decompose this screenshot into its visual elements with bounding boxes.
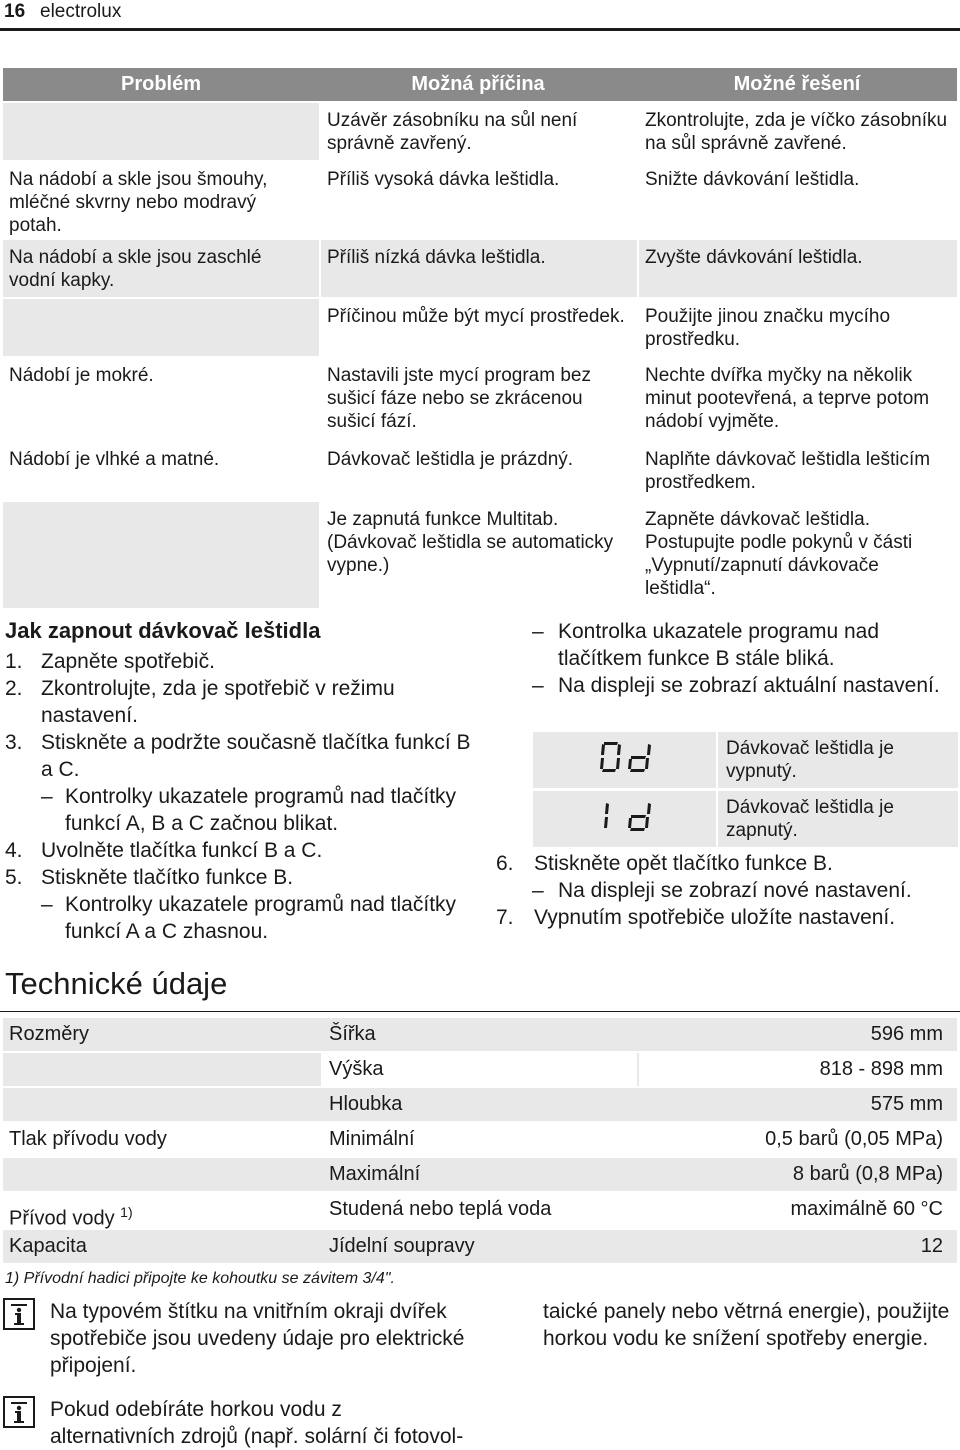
table-row	[3, 240, 957, 297]
step-substep	[496, 877, 958, 904]
display-row	[533, 791, 958, 847]
cell-problem: Nádobí je vlhké a matné.	[3, 442, 319, 500]
step-text: Kontrolky ukazatele programů nad tlačítky funkcí A a C zhasnou.	[65, 893, 457, 943]
table-row	[3, 1230, 957, 1263]
cell-cause: Uzávěr zásobníku na sůl není správně zavřený.	[321, 103, 637, 160]
table-header	[3, 68, 957, 101]
step-text: Na displeji se zobrazí aktuální nastavení.	[558, 674, 940, 697]
display-description: Dávkovač leštidla je vypnutý.	[718, 732, 958, 788]
info-icon	[3, 1396, 35, 1428]
table-row	[3, 442, 957, 500]
spec-value: maximálně 60 °C	[790, 1198, 943, 1220]
info-icon	[3, 1298, 35, 1330]
step-substep	[5, 891, 475, 945]
spec-sub: Jídelní soupravy	[329, 1235, 475, 1257]
dash-mark: –	[532, 620, 544, 643]
table-row	[3, 103, 957, 160]
display-row	[533, 732, 958, 788]
seven-segment-0d-icon	[598, 740, 652, 774]
step-number: 5.	[5, 866, 23, 889]
spec-sub: Minimální	[329, 1128, 415, 1150]
spec-key: Rozměry	[9, 1023, 90, 1045]
cell-problem	[3, 103, 319, 160]
spec-value: 818 - 898 mm	[639, 1053, 957, 1086]
info-note-electrical: Na typovém štítku na vnitřním okraji dvířek spotřebiče jsou uvedeny údaje pro elektrické připojení.	[50, 1300, 465, 1377]
spec-key: Kapacita	[9, 1235, 87, 1257]
table-row	[3, 162, 957, 238]
table-row	[3, 502, 957, 608]
dash-mark: –	[41, 893, 53, 916]
footnote-marker: 1)	[120, 1204, 133, 1220]
step-substep	[5, 783, 475, 837]
step-item	[5, 864, 475, 891]
spec-key	[3, 1158, 319, 1191]
spec-value: 12	[920, 1235, 943, 1257]
step-number: 2.	[5, 677, 23, 700]
step-text: Stiskněte opět tlačítko funkce B.	[534, 852, 833, 875]
step-substep	[496, 672, 958, 699]
cell-problem	[3, 502, 319, 608]
spec-key	[3, 1193, 319, 1230]
footnote: 1) Přívodní hadici připojte ke kohoutku se závitem 3/4".	[5, 1270, 395, 1287]
page-header	[0, 0, 960, 27]
instruction-right-steps	[496, 850, 958, 931]
step-text: Na displeji se zobrazí nové nastavení.	[558, 879, 912, 902]
step-text: Zkontrolujte, zda je spotřebič v režimu nastavení.	[41, 677, 395, 727]
cell-problem: Nádobí je mokré.	[3, 358, 319, 440]
column-header-problem: Problém	[120, 73, 202, 95]
seven-segment-1d-icon	[598, 799, 652, 833]
cell-cause: Příliš vysoká dávka leštidla.	[321, 162, 637, 238]
cell-solution: Zapněte dávkovač leštidla. Postupujte podle pokynů v části „Vypnutí/zapnutí dávkovače leštidla“.	[639, 502, 957, 608]
spec-sub: Maximální	[329, 1163, 421, 1185]
spec-sub: Výška	[321, 1053, 637, 1086]
spec-sub: Šířka	[329, 1023, 376, 1045]
step-item	[496, 850, 958, 877]
step-item	[5, 675, 475, 729]
step-number: 3.	[5, 731, 23, 754]
cell-cause: Dávkovač leštidla je prázdný.	[321, 442, 637, 500]
technical-data-title: Technické údaje	[5, 966, 228, 1001]
step-text: Kontrolky ukazatele programů nad tlačítky funkcí A, B a C začnou blikat.	[65, 785, 457, 835]
cell-cause: Příliš nízká dávka leštidla.	[321, 240, 637, 297]
column-header-solution: Možné řešení	[733, 73, 861, 95]
cell-cause: Je zapnutá funkce Multitab. (Dávkovač leštidla se automaticky vypne.)	[321, 502, 637, 608]
cell-problem	[3, 299, 319, 356]
info-note-hot-water: Pokud odebíráte horkou vodu z alternativních zdrojů (např. solární či fotovol-	[50, 1398, 464, 1448]
cell-problem: Na nádobí a skle jsou zaschlé vodní kapky.	[3, 240, 319, 297]
cell-cause: Nastavili jste mycí program bez sušicí fáze nebo se zkrácenou sušicí fází.	[321, 358, 637, 440]
step-text: Zapněte spotřebič.	[41, 650, 215, 673]
step-text: Vypnutím spotřebiče uložíte nastavení.	[534, 906, 896, 929]
table-row	[3, 1158, 957, 1191]
header-rule	[0, 28, 960, 31]
step-item	[5, 837, 475, 864]
table-row	[3, 299, 957, 356]
cell-solution: Použijte jinou značku mycího prostředku.	[639, 299, 957, 356]
brand-name: electrolux	[40, 1, 122, 22]
spec-key-text: Přívod vody	[9, 1207, 115, 1230]
cell-solution: Snižte dávkování leštidla.	[639, 162, 957, 238]
troubleshooting-table	[3, 68, 957, 599]
instruction-steps	[5, 648, 475, 945]
step-text: Stiskněte tlačítko funkce B.	[41, 866, 294, 889]
dash-mark: –	[532, 674, 544, 697]
spec-sub: Studená nebo teplá voda	[329, 1198, 552, 1220]
spec-key	[3, 1053, 319, 1086]
step-substep	[496, 618, 958, 672]
step-text: Kontrolka ukazatele programu nad tlačítkem funkce B stále bliká.	[558, 620, 880, 670]
table-row	[3, 1193, 957, 1230]
cell-cause: Příčinou může být mycí prostředek.	[321, 299, 637, 356]
step-text: Stiskněte a podržte současně tlačítka funkcí B a C.	[41, 731, 471, 781]
step-item	[5, 729, 475, 783]
step-number: 7.	[496, 906, 514, 929]
page-number: 16	[4, 1, 26, 22]
spec-value: 0,5 barů (0,05 MPa)	[765, 1128, 943, 1150]
table-row	[3, 1018, 957, 1051]
spec-value: 575 mm	[870, 1093, 943, 1115]
step-number: 1.	[5, 650, 23, 673]
spec-value: 8 barů (0,8 MPa)	[792, 1163, 943, 1185]
section-title: Jak zapnout dávkovač leštidla	[5, 618, 321, 643]
cell-problem: Na nádobí a skle jsou šmouhy, mléčné skvrny nebo modravý potah.	[3, 162, 319, 238]
table-row	[3, 1088, 957, 1121]
table-row	[3, 358, 957, 440]
display-description: Dávkovač leštidla je zapnutý.	[718, 791, 958, 847]
step-item	[496, 904, 958, 931]
table-row	[3, 1123, 957, 1156]
display-code-1d	[533, 791, 716, 847]
instruction-right-column	[496, 618, 958, 699]
cell-solution: Naplňte dávkovač leštidla lešticím prostředkem.	[639, 442, 957, 500]
display-code-0d	[533, 732, 716, 788]
step-text: Uvolněte tlačítka funkcí B a C.	[41, 839, 323, 862]
spec-value: 596 mm	[870, 1023, 943, 1045]
cell-solution: Zvyšte dávkování leštidla.	[639, 240, 957, 297]
cell-solution: Nechte dvířka myčky na několik minut pootevřená, a teprve potom nádobí vyjměte.	[639, 358, 957, 440]
info-note-hot-water-continued: taické panely nebo větrná energie), použijte horkou vodu ke snížení spotřeby energie.	[543, 1300, 950, 1350]
column-header-cause: Možná příčina	[411, 73, 545, 95]
spec-key: Tlak přívodu vody	[9, 1128, 167, 1150]
step-number: 4.	[5, 839, 23, 862]
spec-sub: Hloubka	[329, 1093, 403, 1115]
dash-mark: –	[532, 879, 544, 902]
step-item	[5, 648, 475, 675]
spec-key	[3, 1088, 319, 1121]
title-rule	[0, 1011, 960, 1012]
dash-mark: –	[41, 785, 53, 808]
table-row	[3, 1053, 957, 1086]
cell-solution: Zkontrolujte, zda je víčko zásobníku na sůl správně zavřené.	[639, 103, 957, 160]
step-number: 6.	[496, 852, 514, 875]
